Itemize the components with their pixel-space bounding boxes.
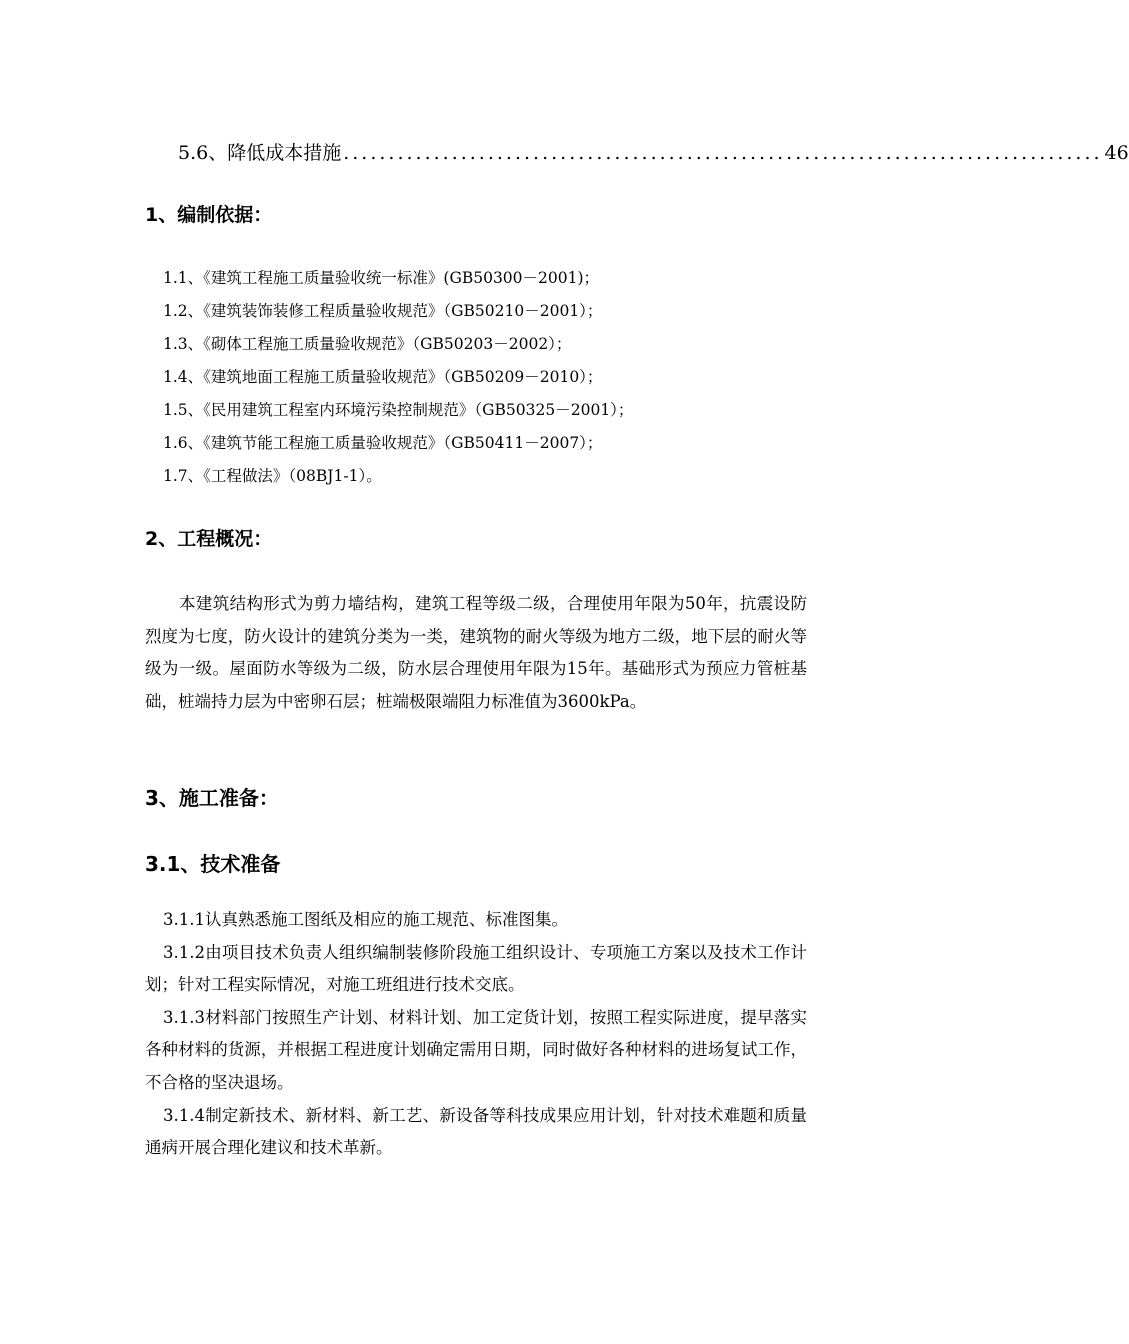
tech-item: 3.1.1认真熟悉施工图纸及相应的施工规范、标准图集。 — [163, 910, 568, 929]
reference-item: 1.4、《建筑地面工程施工质量验收规范》（GB50209－2010）； — [163, 368, 603, 386]
section-1-heading: 1、编制依据： — [145, 204, 273, 226]
reference-item: 1.3、《砌体工程施工质量验收规范》（GB50203－2002）； — [163, 335, 572, 353]
tech-item: 3.1.4制定新技术、新材料、新工艺、新设备等科技成果应用计划，针对技术难题和质量通病开展合理化建议和技术革新。 — [145, 1105, 807, 1158]
tech-item: 3.1.3材料部门按照生产计划、材料计划、加工定货计划，按照工程实际进度，提早落实各种材料的货源，并根据工程进度计划确定需用日期，同时做好各种材料的进场复试工作，不合格的坚决退场。 — [145, 1007, 807, 1092]
section-2-heading: 2、工程概况： — [145, 528, 273, 550]
reference-list — [163, 264, 803, 495]
toc-entry-label: 5.6、降低成本措施 — [178, 142, 342, 164]
toc-leader-dots: .................................................................................... — [343, 142, 1103, 164]
reference-item: 1.2、《建筑装饰装修工程质量验收规范》（GB50210－2001）； — [163, 302, 603, 320]
toc-entry[interactable] — [178, 138, 1129, 168]
technical-preparation-list — [145, 904, 807, 1165]
reference-item: 1.1、《建筑工程施工质量验收统一标准》(GB50300－2001)； — [163, 269, 600, 287]
reference-item: 1.5、《民用建筑工程室内环境污染控制规范》（GB50325－2001）； — [163, 401, 634, 419]
reference-item: 1.7、《工程做法》（08BJ1-1）。 — [163, 467, 382, 485]
reference-item: 1.6、《建筑节能工程施工质量验收规范》（GB50411－2007）； — [163, 434, 603, 452]
tech-item: 3.1.2由项目技术负责人组织编制装修阶段施工组织设计、专项施工方案以及技术工作计划；针对工程实际情况，对施工班组进行技术交底。 — [145, 942, 807, 995]
toc-page-number: 46 — [1104, 142, 1129, 164]
section-3-heading: 3、施工准备： — [145, 786, 279, 810]
project-overview-paragraph: 本建筑结构形式为剪力墙结构，建筑工程等级二级，合理使用年限为50年，抗震设防烈度为七度，防火设计的建筑分类为一类，建筑物的耐火等级为地方二级，地下层的耐火等级为一级。屋面防水等级为二级，防水层合理使用年限为15年。基础形式为预应力管桩基础，桩端持力层为中密卵石层；桩端极限端阻力标准值为3600kPa。 — [145, 594, 807, 711]
section-3-1-heading: 3.1、技术准备 — [145, 852, 281, 876]
